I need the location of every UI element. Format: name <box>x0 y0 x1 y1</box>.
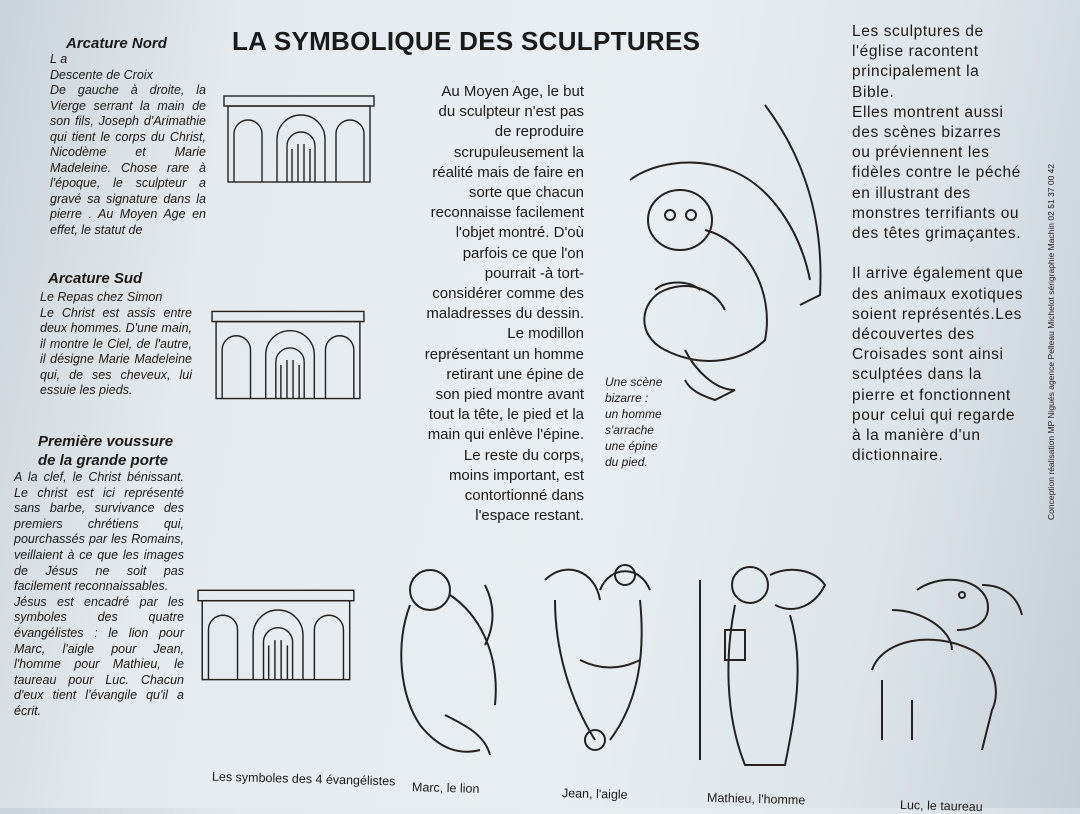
heading-arcature-nord: Arcature Nord <box>66 35 167 52</box>
arcature-nord-drawing <box>222 94 378 186</box>
marc-label: Marc, le lion <box>411 780 480 796</box>
luc-label: Luc, le taureau <box>899 797 983 814</box>
credits: Conception réalisation MP Nigués agence Pelleau Michelot sérigraphie Machin 02 51 37 00 42 <box>1046 163 1056 520</box>
text-voussure: A la clef, le Christ bénissant. Le christ est ici représenté sans barbe, survivance des premiers chrétiens qui, pourchassés par les Romains, veillaient à ce que les images de Jésus ne soit pas facilement reconnaissables. Jésus est encadré par les symboles des quatre évangélistes : le lion pour Marc, l'aigle pour Jean, l'homme pour Mathieu, le taureau pour Luc. Chacun d'eux tient l'évangile qu'il a écrit. <box>14 470 184 718</box>
voussure-drawing <box>196 584 358 688</box>
heading-voussure: Première voussure de la grande porte <box>38 433 174 469</box>
text-arcature-sud: Le Repas chez Simon Le Christ est assis entre deux hommes. D'une main, il montre le Ciel, de l'autre, il désigne Marie Madeleine qui, de ses cheveux, lui essuie les pieds. <box>40 290 192 397</box>
bull-sculpture-drawing <box>862 570 1027 750</box>
mathieu-label: Mathieu, l'homme <box>706 790 806 808</box>
center-text: Au Moyen Age, le but du sculpteur n'est pas de reproduire scrupuleusement la réalité mais de faire en sorte que chacun reconnaisse facilement l'objet montré. D'où parfois ce que l'on pourrait -à tort- considérer comme des maladresses du dessin. Le modillon représentant un homme retirant une épine de son pied montre avant tout la tête, le pied et la main qui enlève l'épine. Le reste du corps, moins important, est contortionné dans l'espace restant. <box>424 83 584 525</box>
jean-label: Jean, l'aigle <box>561 786 628 802</box>
arcature-sud-drawing <box>210 308 368 404</box>
eagle-sculpture-drawing <box>540 560 658 760</box>
right-text: Les sculptures de l'église racontent principalement la Bible. Elles montrent aussi des scènes bizarres ou préviennent les fidèles contre le péché en illustrant des monstres terrifiants ou des têtes grimaçantes. Il arrive également que des animaux exotiques soient représentés.Les découvertes des Croisades sont ainsi sculptées dans la pierre et fonctionnent pour celui qui regarde à la manière d'un dictionnaire. <box>852 23 1024 465</box>
thorn-man-caption: Une scène bizarre : un homme s'arrache une épine du pied. <box>605 375 663 469</box>
page-title: LA SYMBOLIQUE DES SCULPTURES <box>232 26 701 56</box>
lion-sculpture-drawing <box>395 565 510 765</box>
thorn-man-sculpture-drawing <box>625 100 835 410</box>
man-sculpture-drawing <box>695 560 830 775</box>
symbols-label: Les symboles des 4 évangélistes <box>211 769 396 789</box>
text-arcature-nord: L a Descente de Croix De gauche à droite, la Vierge serrant la main de son fils, Joseph d'Arimathie qui tient le corps du Christ, Nicodème et Marie Madeleine. Chose rare à l'époque, le sculpteur a gravé sa signature dans la pierre . Au Moyen Age en effet, le statut de <box>50 52 206 237</box>
heading-arcature-sud: Arcature Sud <box>48 270 143 287</box>
